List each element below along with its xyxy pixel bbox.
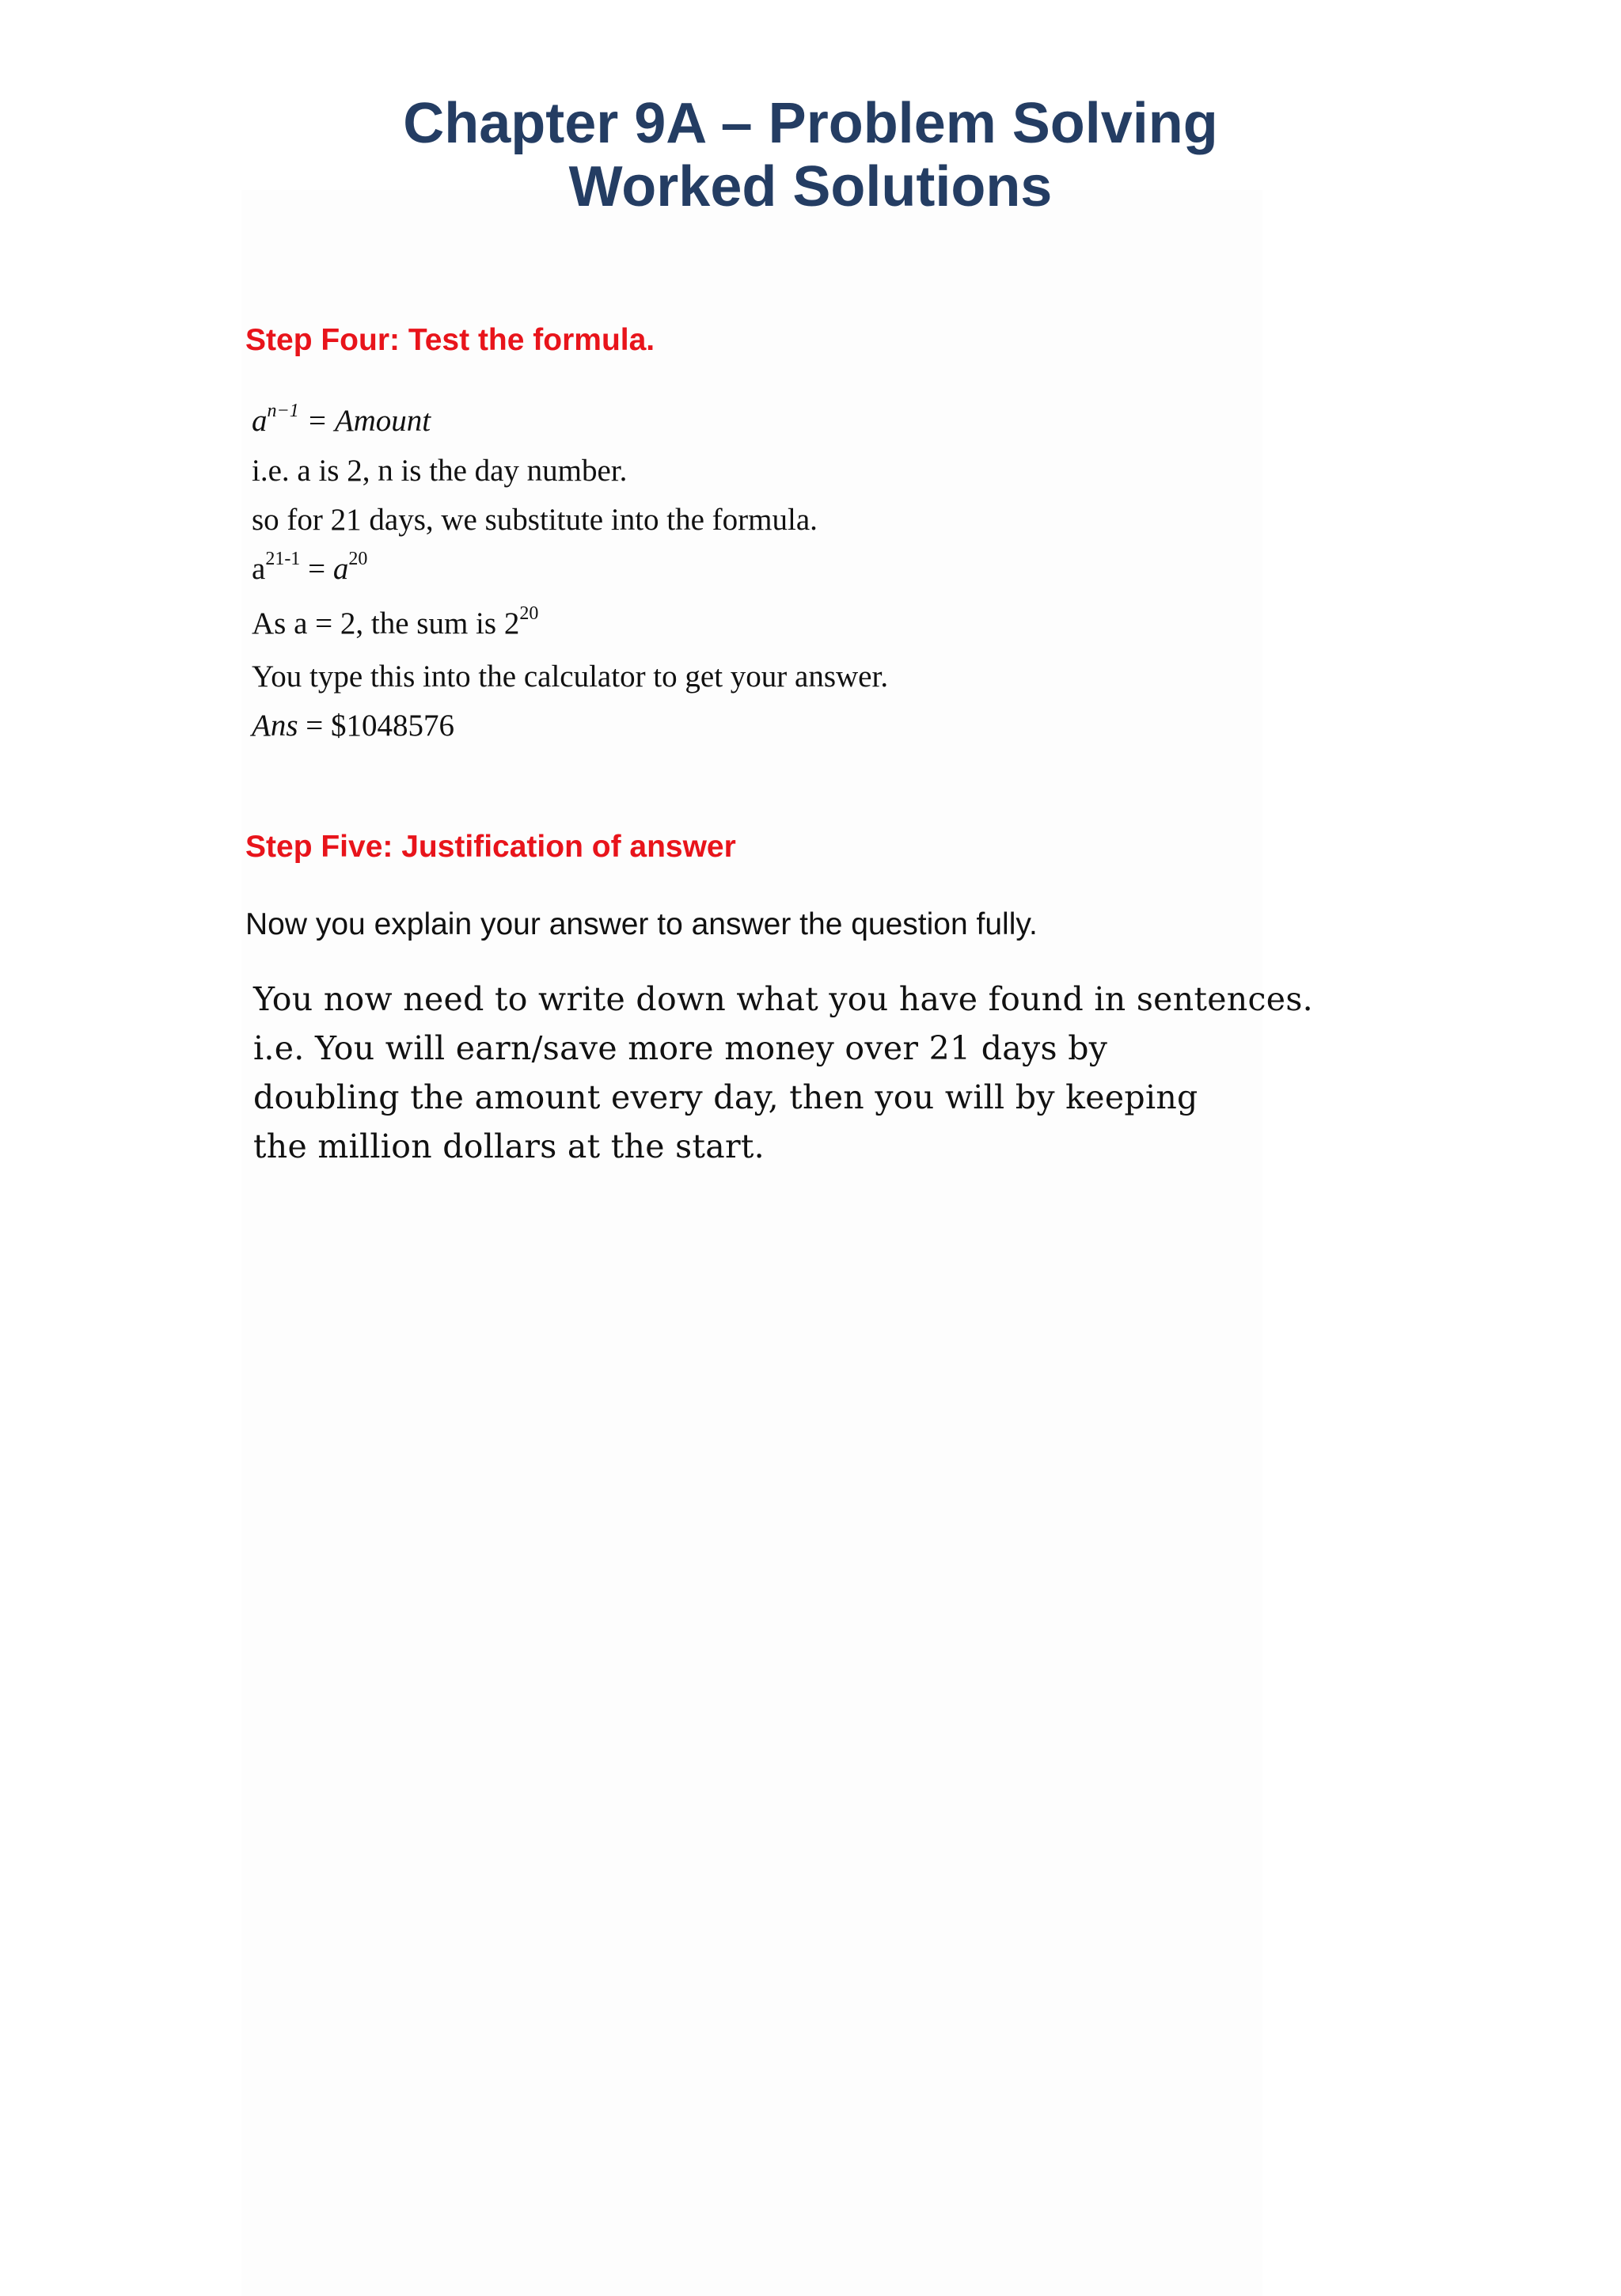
sum-line [252,603,539,642]
substitution-exponent: 21-1 [265,549,301,569]
page-subtitle: Worked Solutions [568,155,1053,219]
sum-exponent: 20 [519,603,539,624]
justification-line: You now need to write down what you have found in sentences. [253,980,1313,1018]
substitution-intro-line: so for 21 days, we substitute into the formula. [252,503,818,537]
answer-value: = $1048576 [298,709,454,743]
justification-line: doubling the amount every day, then you will by keeping [253,1078,1198,1116]
substitution-equals: = [300,552,333,586]
variable-definition-line: i.e. a is 2, n is the day number. [252,454,628,488]
calculator-instruction-line: You type this into the calculator to get your answer. [252,660,889,694]
page-title: Chapter 9A – Problem Solving [403,92,1218,155]
answer-line [252,708,454,744]
explain-instruction-line: Now you explain your answer to answer the question fully. [245,907,1038,941]
justification-line: the million dollars at the start. [253,1127,765,1165]
answer-label: Ans [252,709,298,743]
step-five-heading: Step Five: Justification of answer [245,830,736,864]
formula-rhs: = Amount [298,404,431,438]
substitution-formula [252,551,367,587]
formula-exponent: n−1 [267,401,299,421]
general-formula [252,403,431,439]
substitution-rhs-base: a [332,552,349,586]
substitution-base: a [252,552,266,586]
justification-line: i.e. You will earn/save more money over 21 days by [253,1029,1108,1067]
formula-base: a [252,404,268,438]
sum-text: As a = 2, the sum is 2 [252,606,520,641]
substitution-rhs-exponent: 20 [348,549,368,569]
step-four-heading: Step Four: Test the formula. [245,323,655,357]
